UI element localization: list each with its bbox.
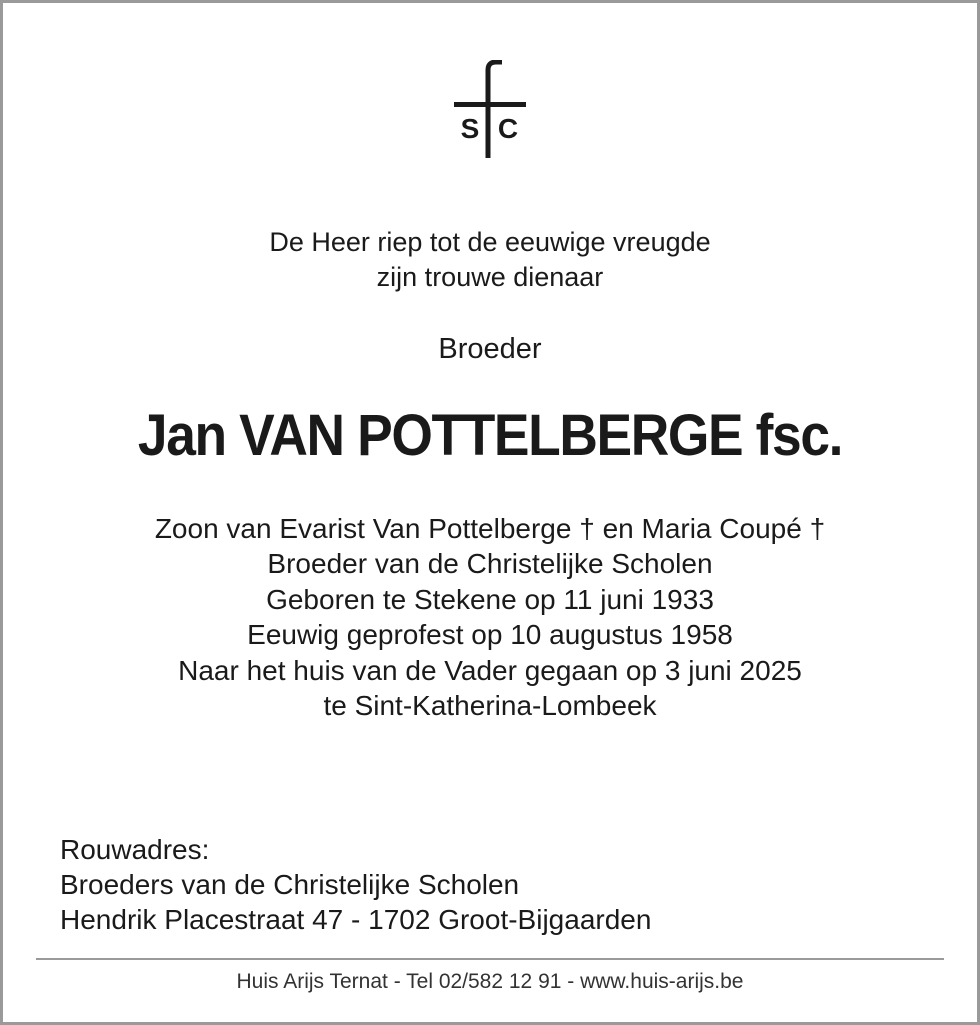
details-line-3: Geboren te Stekene op 11 juni 1933 (266, 584, 714, 615)
intro-line-2: zijn trouwe dienaar (376, 262, 604, 292)
logo-letter-s: S (460, 113, 480, 144)
intro-line-1: De Heer riep tot de eeuwige vreugde (269, 227, 711, 257)
details-line-6: te Sint-Katherina-Lombeek (323, 690, 657, 721)
footer-divider (36, 958, 944, 960)
details-line-1: Zoon van Evarist Van Pottelberge † en Maria Coupé † (154, 513, 826, 544)
cross-emblem-icon (452, 60, 528, 158)
title-word: Broeder (438, 333, 542, 365)
address-line-2: Hendrik Placestraat 47 - 1702 Groot-Bijgaarden (60, 904, 652, 935)
deceased-name: Jan VAN POTTELBERGE fsc. (137, 403, 843, 468)
address-block (60, 832, 651, 937)
details-line-5: Naar het huis van de Vader gegaan op 3 juni 2025 (178, 655, 802, 686)
details-line-4: Eeuwig geprofest op 10 augustus 1958 (247, 619, 733, 650)
footer-contact: Huis Arijs Ternat - Tel 02/582 12 91 - www.huis-arijs.be (236, 970, 744, 993)
logo-letter-c: C (497, 113, 519, 144)
address-heading: Rouwadres: (60, 834, 210, 865)
details-line-2: Broeder van de Christelijke Scholen (267, 548, 713, 579)
address-line-1: Broeders van de Christelijke Scholen (60, 869, 520, 900)
